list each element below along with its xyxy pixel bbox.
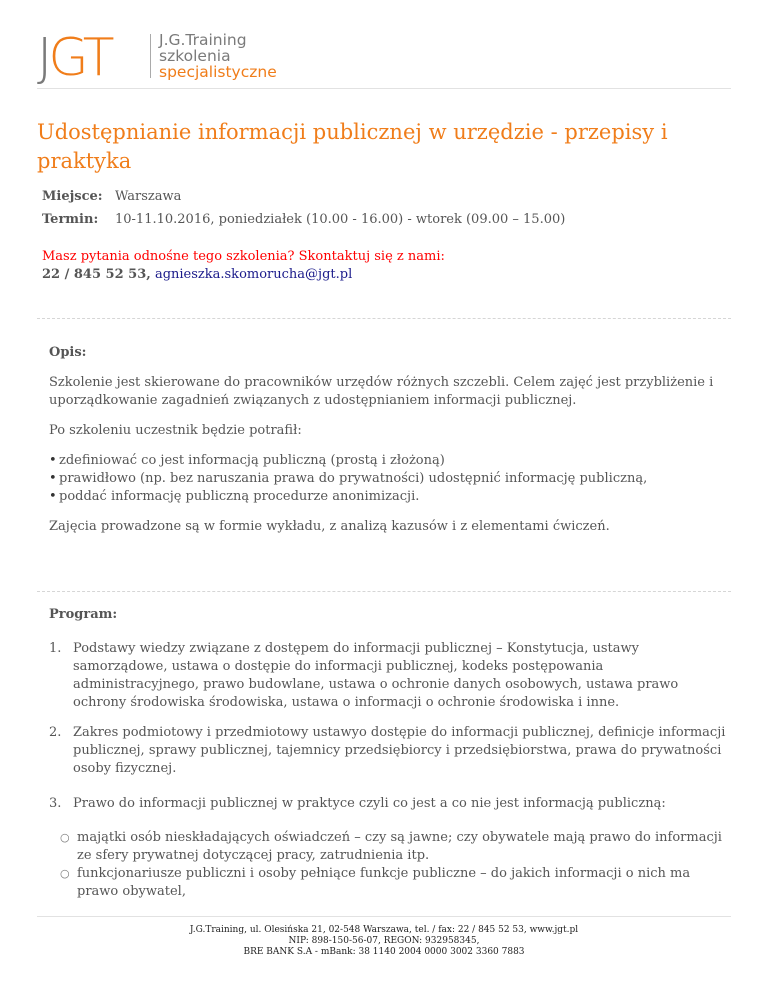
- logo-company-name: J.G.Training: [159, 31, 247, 49]
- contact-phone: 22 / 845 52 53,: [42, 267, 151, 282]
- program-subitem-text: majątki osób nieskładających oświadczeń – czy są jawne; czy obywatele mają prawo do informacji ze sfery prywatnej dotyczącej pracy, zatrudnienia itp.: [77, 830, 722, 863]
- logo-tagline-1: szkolenia: [159, 47, 231, 65]
- footer-address: J.G.Training, ul. Olesińska 21, 02-548 Warszawa, tel. / fax: 22 / 845 52 53, www.jgt.pl: [189, 925, 579, 935]
- place-label: Miejsce:: [42, 189, 103, 204]
- program-item-text: Podstawy wiedzy związane z dostępem do informacji publicznej – Konstytucja, ustawy samorządowe, ustawa o dostępie do informacji publicznej, kodeks postępowania administracyjnego, prawo budowlane, ustawa o ochronie danych osobowych, ustawa prawo ochrony środowiska środowiska, ustawa o informacji o ochronie środowiska i inne.: [73, 641, 679, 710]
- meta-date: [42, 211, 565, 229]
- program-item-text: Zakres podmiotowy i przedmiotowy ustawyo dostępie do informacji publicznej, definicje informacji publicznej, sprawy publicznej, tajemnicy przedsiębiorcy i przedsiębiorstwa, prawa do prywatności osoby fizycznej.: [73, 725, 726, 776]
- description-bullets: [49, 452, 739, 506]
- description-section: [49, 344, 739, 536]
- date-value: 10-11.10.2016, poniedziałek (10.00 - 16.00) - wtorek (09.00 – 15.00): [115, 212, 566, 227]
- page-title: Udostępnianie informacji publicznej w urzędzie - przepisy i praktyka: [37, 120, 668, 173]
- date-label: Termin:: [42, 212, 99, 227]
- logo-mark: [37, 30, 111, 86]
- list-item: • poddać informację publiczną procedurze anonimizacji.: [49, 488, 739, 506]
- meta-place: [42, 188, 181, 206]
- section-divider: [37, 591, 731, 592]
- program-subitem-2: [60, 865, 730, 901]
- program-item-text: Prawo do informacji publicznej w praktyce czyli co jest a co nie jest informacją publiczną:: [73, 796, 666, 811]
- footer-bank: BRE BANK S.A - mBank: 38 1140 2004 0000 3002 3360 7883: [243, 947, 525, 957]
- logo-letter-j: J: [37, 28, 49, 88]
- logo-text: [159, 32, 277, 80]
- program-item-2: [49, 724, 729, 778]
- program-item-3: [49, 795, 729, 813]
- program-item-number: 2.: [49, 725, 62, 740]
- description-paragraph-1: Szkolenie jest skierowane do pracowników urzędów różnych szczebli. Celem zajęć jest przybliżenie i uporządkowanie zagadnień związanych z udostępnianiem informacji publicznej.: [49, 375, 714, 408]
- circle-bullet-icon: ○: [60, 831, 70, 844]
- program-subitem-text: funkcjonariusze publiczni i osoby pełniące funkcje publiczne – do jakich informacji o nich ma prawo obywatel,: [77, 866, 691, 899]
- logo-tagline-2: specjalistyczne: [159, 63, 277, 81]
- logo-letters-gt: GT: [48, 28, 111, 88]
- place-value: Warszawa: [115, 189, 182, 204]
- header-divider: [37, 88, 731, 89]
- list-item: • zdefiniować co jest informacją publiczną (prostą i złożoną): [49, 452, 739, 470]
- contact-block: [42, 248, 445, 284]
- program-heading-wrap: [49, 606, 739, 624]
- description-paragraph-3: Zajęcia prowadzone są w formie wykładu, z analizą kazusów i z elementami ćwiczeń.: [49, 519, 610, 534]
- header: [37, 30, 737, 86]
- contact-email-link[interactable]: agnieszka.skomorucha@jgt.pl: [154, 267, 353, 282]
- program-item-number: 3.: [49, 796, 62, 811]
- program-item-number: 1.: [49, 641, 62, 656]
- footer-registration: NIP: 898-150-56-07, REGON: 932958345,: [288, 936, 480, 946]
- contact-question: Masz pytania odnośne tego szkolenia? Skontaktuj się z nami:: [42, 249, 445, 264]
- footer-divider: [37, 916, 731, 917]
- circle-bullet-icon: ○: [60, 867, 70, 880]
- footer: [37, 925, 731, 958]
- logo-divider: [150, 34, 151, 78]
- program-item-1: [49, 640, 729, 712]
- program-heading: Program:: [49, 607, 118, 622]
- list-item: • prawidłowo (np. bez naruszania prawa do prywatności) udostępnić informację publiczną,: [49, 470, 739, 488]
- program-subitem-1: [60, 829, 730, 865]
- section-divider: [37, 318, 731, 319]
- description-heading: Opis:: [49, 345, 87, 360]
- description-paragraph-2: Po szkoleniu uczestnik będzie potrafił:: [49, 423, 302, 438]
